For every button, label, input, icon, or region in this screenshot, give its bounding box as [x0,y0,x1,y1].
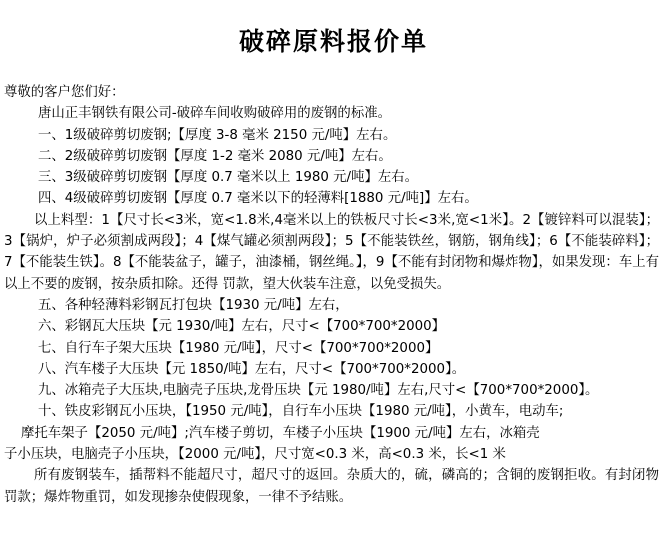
page-title: 破碎原料报价单 [238,27,428,56]
item-5: 五、各种轻薄料彩钢瓦打包块【1930 元/吨】左右， [38,297,349,313]
item-2: 二、2级破碎剪切废钢【厚度 1-2 毫米 2080 元/吨】左右。 [38,148,392,164]
item-6: 六、彩钢瓦大压块【元 1930/吨】左右，尺寸<【700*700*2000】 [38,319,446,335]
item-4: 四、4级破碎剪切废钢【厚度 0.7 毫米以下的轻薄料[1880 元/吨]】左右。 [38,191,478,207]
document-body [4,82,659,508]
intro-line: 唐山正丰钢铁有限公司-破碎车间收购破碎用的废钢的标准。 [38,106,391,122]
item-9: 九、冰箱壳子大压块,电脑壳子压块,龙骨压块【元 1980/吨】左右,尺寸<【700*700*2000】。 [38,383,599,399]
item-10-line-1: 十、铁皮彩钢瓦小压块，【1950 元/吨】，自行车小压块【1980 元/吨】，小黄车，电动车; [38,404,564,420]
greeting: 尊敬的客户您们好： [4,85,125,100]
item-7: 七、自行车子架大压块【1980 元/吨】，尺寸<【700*700*2000】 [38,340,439,356]
item-10-line-3: 子小压块，电脑壳子小压块，【2000 元/吨】，尺寸宽<0.3 米，高<0.3 米，长<1 米 [4,447,506,463]
item-3: 三、3级破碎剪切废钢【厚度 0.7 毫米以上 1980 元/吨】左右。 [38,170,419,186]
item-10-line-2: 摩托车架子【2050 元/吨】;汽车楼子剪切，车楼子小压块【1900 元/吨】左右，冰箱壳 [21,425,540,441]
item-1: 一、1级破碎剪切废钢;【厚度 3-8 毫米 2150 元/吨】左右。 [38,127,397,143]
item-8: 八、汽车楼子大压块【元 1850/吨】左右，尺寸<【700*700*2000】。 [38,361,466,377]
closing-note: 所有废钢装车，插帮料不能超尺寸，超尺寸的返回。杂质大的，硫，磷高的；含铜的废钢拒收。有封闭物罚款；爆炸物重罚，如发现掺杂使假现象，一律不予结账。 [4,468,659,505]
material-note: 以上料型：1【尺寸长<3米，宽<1.8米,4毫米以上的铁板尺寸长<3米,宽<1米】。2【镀锌料可以混装】；3【锅炉，炉子必须割成两段】；4【煤气罐必须割两段】；5【不能装铁丝，钢筋，钢角线】；6【不能装碎料】；7【不能装生铁】。8【不能装盆子，罐子，油漆桶，钢丝绳。】，9【不能有封闭物和爆炸物】，如果发现：车上有以上不要的废钢，按杂质扣除。还得 罚款，望大伙装车注意，以免受损失。 [4,212,659,292]
